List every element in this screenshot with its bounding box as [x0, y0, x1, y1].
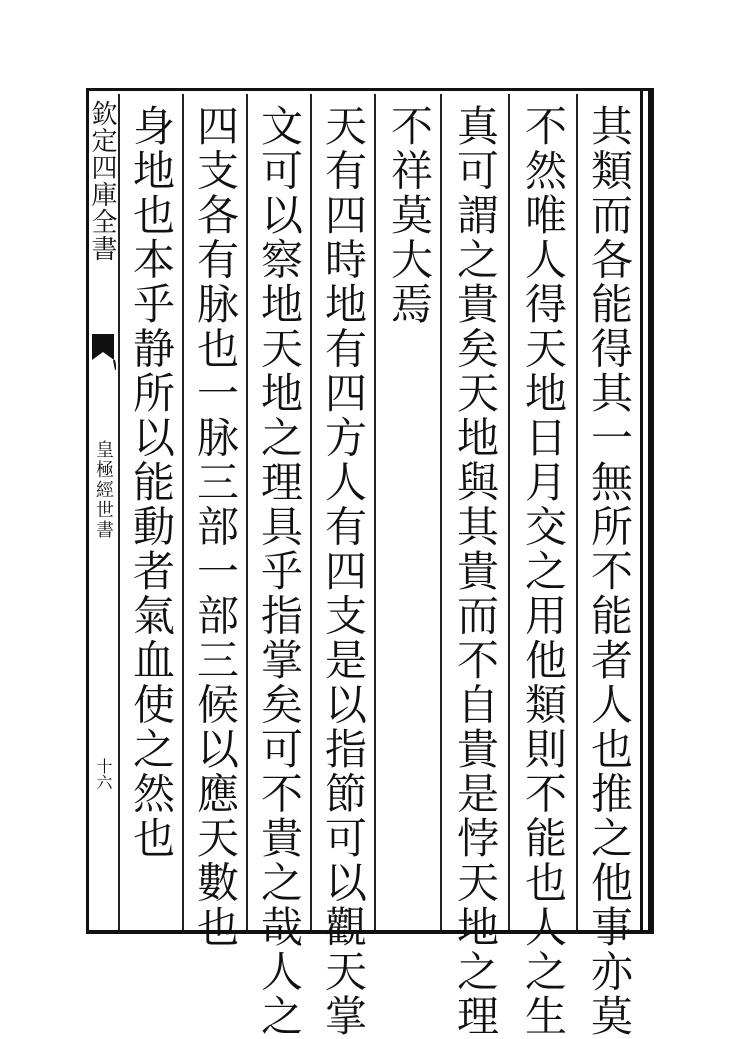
margin-page-number: 十六 [94, 758, 113, 790]
column-rule [440, 94, 442, 930]
column-rule [576, 94, 578, 930]
margin-book-title: 皇極經世書 [93, 440, 114, 540]
column-rule [310, 94, 312, 930]
text-column-7: 四支各有脉也一脉三部一部三候以應天數也 [191, 104, 240, 950]
text-column-2: 不然唯人得天地日月交之用他類則不能也人之生 [519, 104, 568, 1039]
column-rule [182, 94, 184, 930]
text-column-1: 其類而各能得其一無所不能者人也推之他事亦莫 [585, 104, 634, 1039]
column-rule [374, 94, 376, 930]
column-rule [118, 94, 120, 930]
text-column-5: 天有四時地有四方人有四支是以指節可以觀天掌 [319, 104, 368, 1039]
text-column-4: 不祥莫大焉 [385, 104, 434, 327]
text-column-8: 身地也本乎静所以能動者氣血使之然也 [127, 104, 176, 861]
frame-right-outer-line [648, 88, 654, 934]
column-rule [508, 94, 510, 930]
column-rule [246, 94, 248, 930]
frame-right-line [640, 88, 643, 934]
fishtail-mark-icon [90, 330, 116, 370]
text-column-6: 文可以察地天地之理具乎指掌矣可不貴之哉人之 [255, 104, 304, 1039]
frame-top-line [86, 88, 652, 91]
margin-collection-title: 欽定四庫全書 [87, 100, 117, 262]
text-column-3: 真可謂之貴矣天地與其貴而不自貴是悖天地之理 [451, 104, 500, 1039]
